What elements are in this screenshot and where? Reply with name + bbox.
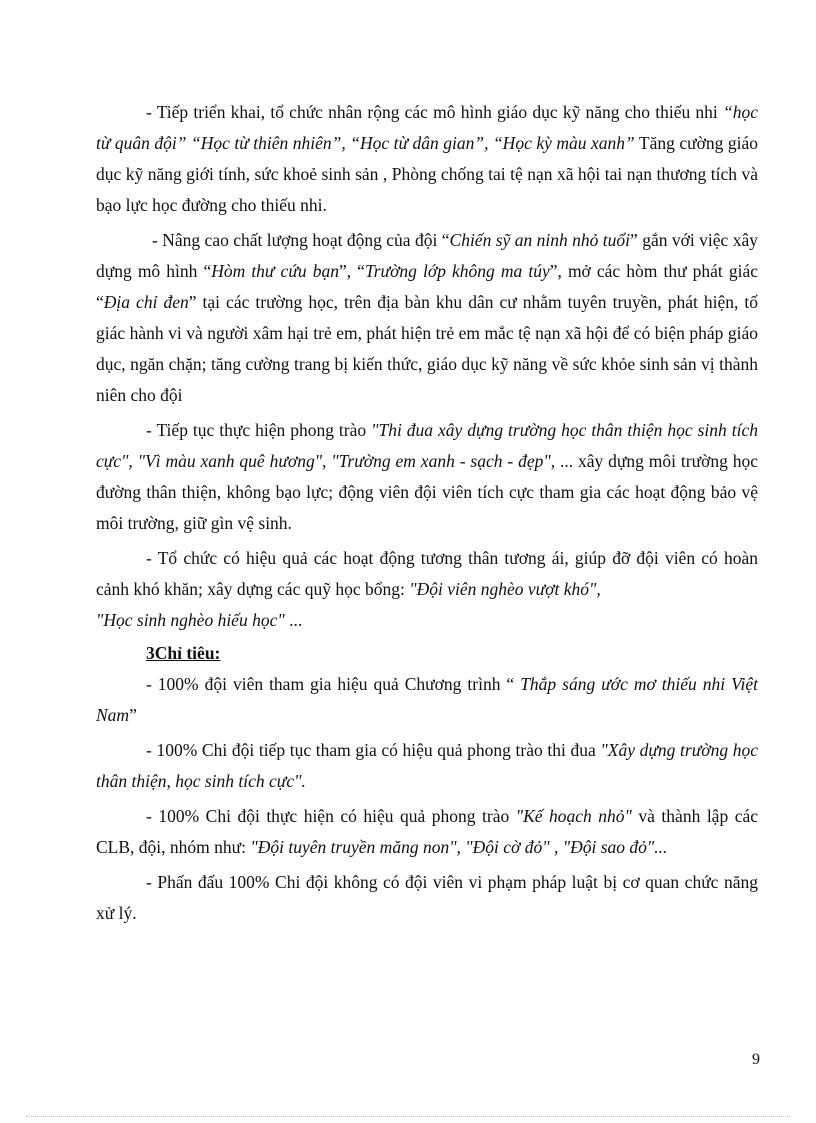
paragraph-security-team bbox=[96, 225, 758, 411]
italic-segment: "Học sinh nghèo hiếu học" bbox=[96, 610, 285, 630]
paragraph-skills-models bbox=[96, 97, 758, 221]
text-segment: ”, “ bbox=[338, 261, 365, 281]
italic-segment: "Đội tuyên truyền măng non", "Đội cờ đỏ" , "Đội sao đỏ"... bbox=[250, 837, 668, 857]
italic-segment: Chiến sỹ an ninh nhỏ tuổi bbox=[449, 230, 631, 250]
italic-segment: "Xây dựng trường học thân thiện, học sinh tích cực". bbox=[96, 740, 758, 791]
heading-text: 3Chỉ tiêu: bbox=[146, 643, 221, 663]
document-body bbox=[96, 97, 758, 929]
target-item-3 bbox=[96, 801, 758, 863]
text-segment: - 100% Chi đội thực hiện có hiệu quả phong trào bbox=[146, 806, 516, 826]
text-segment: ” tại các trường học, trên địa bàn khu dân cư nhằm tuyên truyền, phát hiện, tố giác hành vi và người xâm hại trẻ em, phát hiện trẻ em mắc tệ nạn xã hội để có biện pháp giáo dục, ngăn chặn; tăng cường trang bị kiến thức, giáo dục kỹ năng về sức khỏe sinh sản vị thành niên cho đội bbox=[96, 292, 758, 405]
italic-segment: Địa chỉ đen bbox=[103, 292, 189, 312]
italic-segment: Hòm thư cứu bạn bbox=[211, 261, 339, 281]
text-segment: ”, mở các hòm thư phát giác “ bbox=[96, 261, 758, 312]
text-segment: - Nâng cao chất lượng hoạt động của đội “ bbox=[152, 230, 450, 250]
page-number: 9 bbox=[752, 1051, 760, 1068]
text-segment: ” gắn với việc xây dựng mô hình “ bbox=[96, 230, 759, 281]
text-segment: ” bbox=[129, 705, 137, 725]
text-segment: - 100% Chi đội tiếp tục tham gia có hiệu quả phong trào thi đua bbox=[146, 740, 601, 760]
paragraph-friendly-school bbox=[96, 415, 758, 539]
italic-segment: "Thi đua xây dựng trường học thân thiện học sinh tích cực", "Vì màu xanh quê hương", "Trường em xanh - sạch - đẹp", bbox=[96, 420, 758, 471]
italic-segment: "Đội viên nghèo vượt khó", bbox=[409, 579, 601, 599]
text-segment: - Phấn đấu 100% Chi đội không có đội viên vi phạm pháp luật bị cơ quan chức năng xử lý. bbox=[96, 872, 758, 923]
italic-segment: “học từ quân đội” “Học từ thiên nhiên”, “Học từ dân gian”, “Học kỳ màu xanh” bbox=[96, 102, 758, 153]
target-item-1 bbox=[96, 669, 758, 731]
target-item-2 bbox=[96, 735, 758, 797]
text-segment: ... bbox=[284, 610, 303, 630]
text-segment: ... xây dựng môi trường học đường thân thiện, không bạo lực; động viên đội viên tích cực tham gia các hoạt động bảo vệ môi trường, giữ gìn vệ sinh. bbox=[96, 451, 758, 533]
italic-segment: "Kế hoạch nhỏ" bbox=[515, 806, 632, 826]
text-segment: - Tiếp tục thực hiện phong trào bbox=[146, 420, 372, 440]
text-segment: Tăng cường giáo dục kỹ năng giới tính, sức khoẻ sinh sản , Phòng chống tai tệ nạn xã hội tai nạn thương tích và bạo lực học đường cho thiếu nhi. bbox=[96, 133, 758, 215]
paragraph-scholarships bbox=[96, 543, 758, 605]
section-heading-targets bbox=[96, 638, 758, 669]
footer-divider bbox=[26, 1116, 790, 1117]
text-segment: - Tổ chức có hiệu quả các hoạt động tương thân tương ái, giúp đỡ đội viên có hoàn cảnh khó khăn; xây dựng các quỹ học bổng: bbox=[96, 548, 758, 599]
target-item-4 bbox=[96, 867, 758, 929]
paragraph-scholarships-cont bbox=[96, 605, 758, 636]
text-segment: và thành lập các CLB, đội, nhóm như: bbox=[96, 806, 759, 857]
text-segment: - 100% đội viên tham gia hiệu quả Chương trình “ bbox=[146, 674, 521, 694]
italic-segment: Thắp sáng ước mơ thiếu nhi Việt Nam bbox=[96, 674, 758, 725]
text-segment: - Tiếp triển khai, tổ chức nhân rộng các mô hình giáo dục kỹ năng cho thiếu nhi bbox=[146, 102, 723, 122]
italic-segment: Trường lớp không ma túy bbox=[364, 261, 550, 281]
